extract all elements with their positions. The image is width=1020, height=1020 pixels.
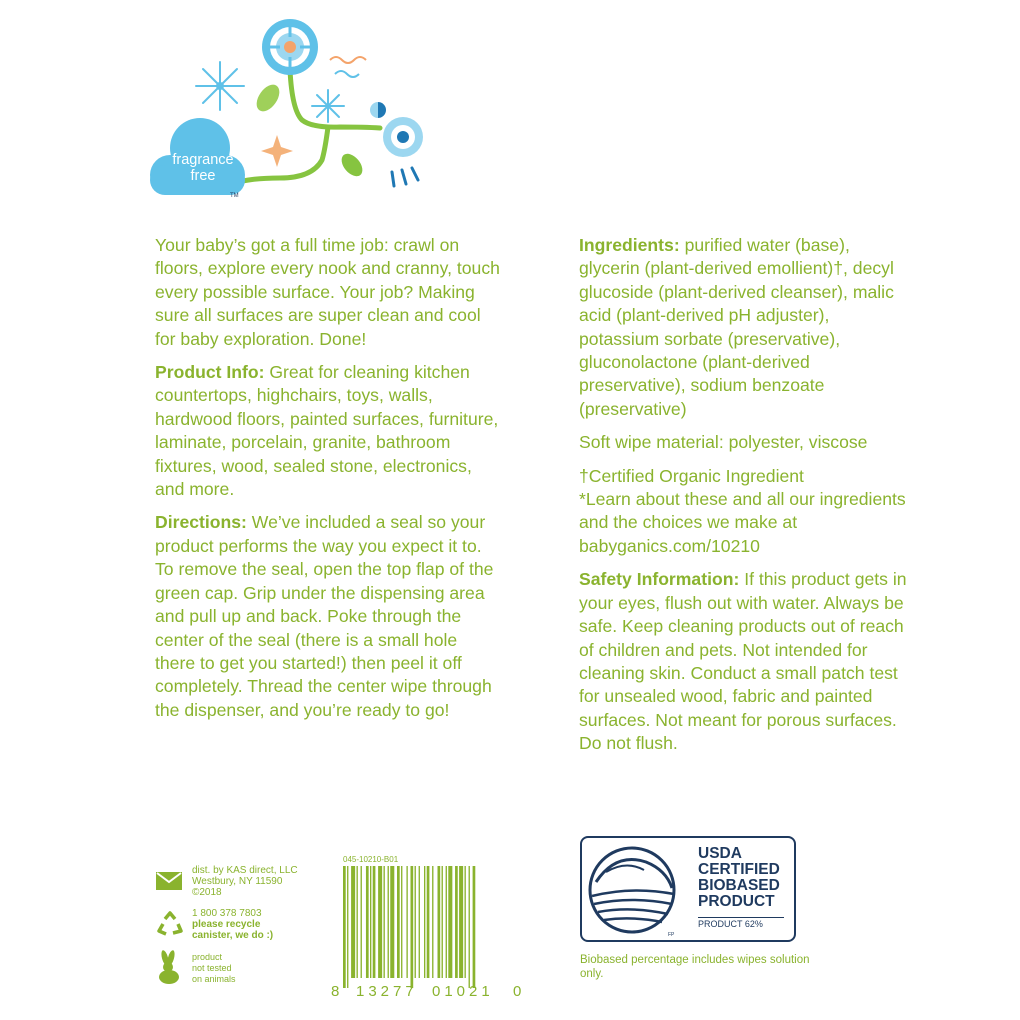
bunny-icon	[156, 950, 182, 984]
barcode-bar	[446, 866, 447, 978]
barcode-bar	[448, 866, 452, 978]
phone-number: 1 800 378 7803	[192, 908, 262, 919]
usda-text	[698, 846, 780, 910]
learn-more: *Learn about these and all our ingredients and the choices we make at babyganics.com/10210	[579, 489, 906, 556]
barcode-bar	[469, 866, 470, 988]
dashes-icon	[392, 168, 418, 186]
left-column	[155, 234, 500, 732]
barcode-digit-last: 0	[513, 983, 522, 1000]
barcode-bar	[384, 866, 385, 978]
flower-icon	[262, 19, 318, 75]
animal-line3: on animals	[192, 974, 236, 984]
product-info-label: Product Info:	[155, 362, 265, 383]
barcode-bar	[388, 866, 389, 978]
barcode-bar	[424, 866, 425, 978]
usda-line1: USDA	[698, 845, 742, 862]
barcode-bar	[459, 866, 463, 978]
usda-line4: PRODUCT	[698, 893, 775, 910]
usda-logo-icon	[586, 842, 678, 938]
dist-line3: ©2018	[192, 887, 222, 898]
barcode-group-1: 13277	[356, 983, 418, 1000]
recycle-icon	[156, 910, 184, 938]
safety-paragraph	[579, 568, 909, 755]
ingredients-label: Ingredients:	[579, 235, 680, 255]
snowflake-icon	[196, 62, 244, 110]
barcode-bar	[397, 866, 400, 978]
barcode-bar	[351, 866, 355, 978]
recycle-line2: canister, we do :)	[192, 930, 274, 941]
barcode-bar	[401, 866, 402, 978]
envelope-icon	[156, 872, 182, 890]
directions-text: We’ve included a seal so your product performs the way you expect it to. To remove the seal, open the top flap of the green cap. Grip under the dispensing area and pull up and back. Poke through the center of the seal (there is a small hole there to get you started!) then peel it off completely. Thread the center wipe through the dispenser, and you’re ready to go!	[155, 512, 494, 720]
barcode-bar	[347, 866, 348, 988]
certified-note: †Certified Organic Ingredient	[579, 465, 804, 486]
barcode-bar	[370, 866, 371, 978]
usda-fp: FP	[668, 932, 675, 938]
sparkle-icon	[261, 135, 293, 167]
squiggle-icon	[335, 71, 359, 77]
usda-line2: CERTIFIED	[698, 861, 780, 878]
barcode-bar	[455, 866, 458, 978]
barcode-bar	[406, 866, 407, 978]
ingredients-text: purified water (base), glycerin (plant-derived emollient)†, decyl glucoside (plant-derived cleanser), malic acid (plant-derived pH adjuster), potassium sorbate (preservative), gluconolactone (plant-derived preservative), sodium benzoate (preservative)	[579, 235, 894, 419]
usda-line3: BIOBASED	[698, 877, 780, 894]
dist-line2: Westbury, NY 11590	[192, 876, 283, 887]
recycle-info	[192, 908, 273, 941]
barcode-bar	[438, 866, 441, 978]
small-flower-icon	[383, 117, 423, 157]
wipe-material: Soft wipe material: polyester, viscose	[579, 432, 868, 453]
dist-line1: dist. by KAS direct, LLC	[192, 865, 298, 876]
animal-line2: not tested	[192, 963, 232, 973]
usda-badge	[580, 836, 796, 942]
barcode-bar	[390, 866, 394, 978]
squiggle-icon	[330, 57, 366, 63]
distributor-info	[192, 865, 298, 898]
barcode-digit-first: 8	[331, 983, 340, 1000]
barcode-bar	[366, 866, 369, 978]
barcode-bar	[465, 866, 466, 978]
leaf-icon	[252, 81, 284, 116]
barcode-bar	[473, 866, 476, 988]
snowflake-icon-small	[312, 90, 344, 122]
directions-paragraph	[155, 511, 500, 722]
barcode-bar	[373, 866, 376, 978]
barcode-bar	[419, 866, 420, 978]
barcode	[343, 866, 511, 988]
half-circle-icon	[370, 102, 386, 118]
barcode-bar	[442, 866, 443, 978]
animal-line1: product	[192, 952, 223, 962]
right-column	[579, 234, 909, 766]
trademark: TM	[230, 193, 239, 199]
barcode-bar	[432, 866, 433, 978]
barcode-bar	[361, 866, 362, 978]
fragrance-free-badge	[158, 152, 248, 184]
barcode-bar	[427, 866, 430, 978]
usda-percent: PRODUCT 62%	[698, 917, 784, 929]
barcode-bar	[411, 866, 414, 988]
product-info-text: Great for cleaning kitchen countertops, highchairs, toys, walls, hardwood floors, painted surfaces, furniture, laminate, porcelain, granite, bathroom fixtures, wood, sealed stone, electronics, and more.	[155, 362, 499, 500]
safety-text: If this product gets in your eyes, flush out with water. Always be safe. Keep cleaning products out of reach of children and pets. Not intended for cleaning skin. Conduct a small patch test for unsealed wood, fabric and painted surfaces. Not meant for porous surfaces. Do not flush.	[579, 569, 907, 754]
barcode-code: 045-10210-B01	[343, 855, 399, 864]
product-info-paragraph	[155, 361, 500, 501]
biobased-note: Biobased percentage includes wipes solution only.	[580, 954, 810, 980]
leaf-icon	[338, 150, 367, 180]
directions-label: Directions:	[155, 512, 247, 533]
recycle-line1: please recycle	[192, 919, 261, 930]
barcode-group-2: 01021	[432, 983, 494, 1000]
ingredients-paragraph	[579, 234, 909, 421]
barcode-bar	[357, 866, 358, 978]
badge-line2: free	[190, 168, 216, 184]
intro-text: Your baby’s got a full time job: crawl on floors, explore every nook and cranny, touch every possible surface. Your job? Making sure all surfaces are super clean and cool for baby exploration. Done!	[155, 235, 500, 349]
safety-label: Safety Information:	[579, 569, 740, 590]
badge-line1: fragrance	[172, 152, 234, 168]
barcode-bar	[343, 866, 346, 988]
barcode-bar	[378, 866, 382, 978]
barcode-bar	[415, 866, 416, 978]
animal-testing-info	[192, 952, 236, 985]
